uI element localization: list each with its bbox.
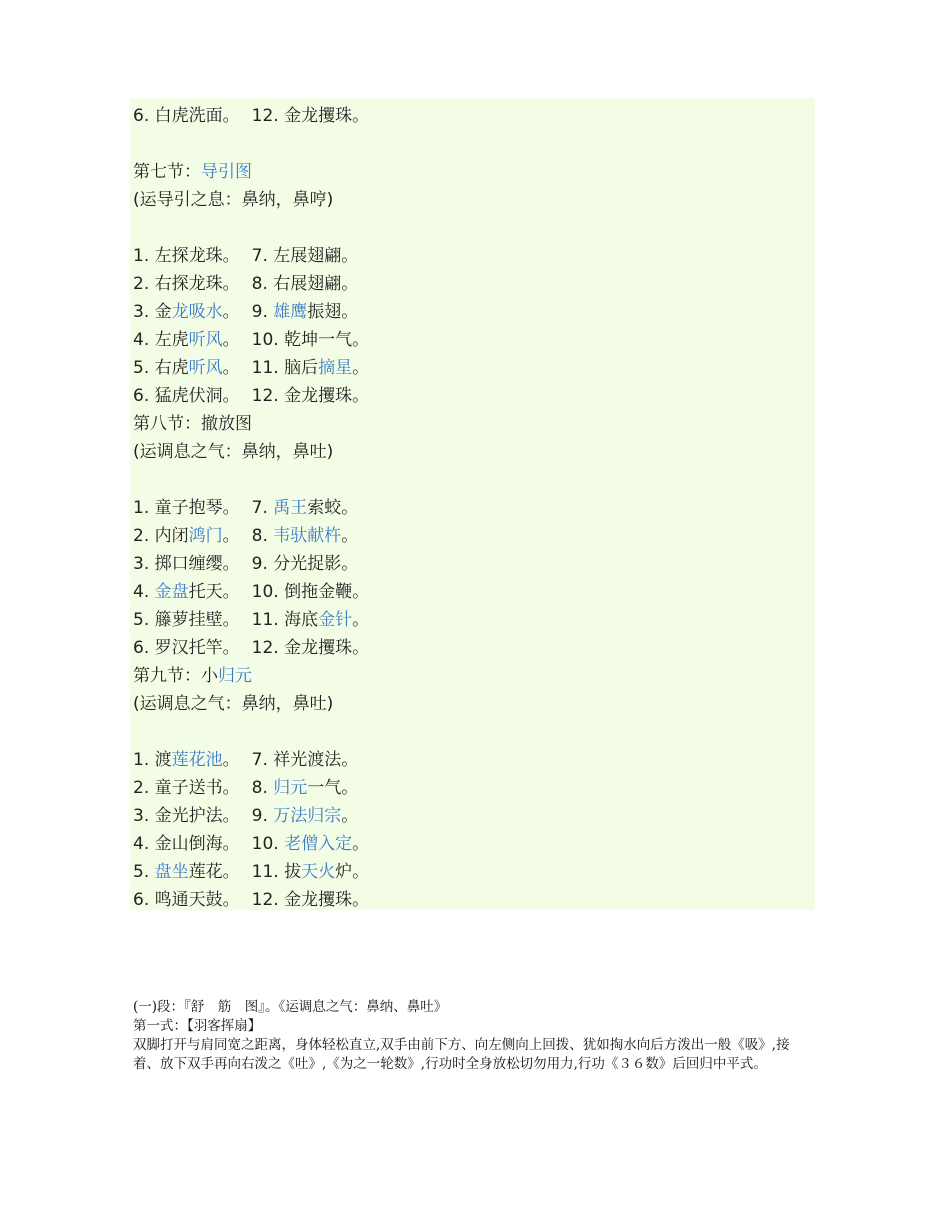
list-line <box>133 102 369 130</box>
list-line <box>133 298 358 326</box>
keyword-link[interactable]: 归元 <box>218 666 252 686</box>
section-description <box>133 998 813 1074</box>
list-text: 莲花。 <box>188 862 240 882</box>
keyword-link[interactable]: 莲花池 <box>171 750 223 770</box>
list-line <box>133 662 252 690</box>
list-line <box>133 578 369 606</box>
list-text: 10. <box>251 834 285 854</box>
list-text: 3. 金 <box>133 302 172 322</box>
list-line <box>133 522 358 550</box>
list-text: 一气。 <box>307 778 359 798</box>
list-text: 索蛟。 <box>307 498 359 518</box>
list-text: 10. 倒拖金鞭。 <box>251 582 370 602</box>
list-text: 3. 掷口缠缨。 <box>133 554 240 574</box>
form-title: 第一式：【羽客挥扇】 <box>133 1018 262 1034</box>
list-line <box>133 382 369 410</box>
list-line <box>133 858 369 886</box>
list-text: 9. <box>251 806 274 826</box>
list-text: 5. 籐萝挂壁。 <box>133 610 240 630</box>
list-line <box>133 634 369 662</box>
list-text: 1. 童子抱琴。 <box>133 498 240 518</box>
keyword-link[interactable]: 听风 <box>188 330 223 350</box>
list-text: 12. 金龙攫珠。 <box>251 890 370 910</box>
list-text: 5. 右虎 <box>133 358 189 378</box>
list-line <box>133 690 333 718</box>
list-text: 炉。 <box>335 862 370 882</box>
list-text: 6. 鸣通天鼓。 <box>133 890 240 910</box>
form-instructions: 双脚打开与肩同宽之距离，身体轻松直立,双手由前下方、向左侧向上回拨、犹如掏水向后方泼出一般《吸》,接着、放下双手再向右泼之《吐》,《为之一轮数》,行功时全身放松切勿用力,行功《３６数》后回归中平式。 <box>133 1037 790 1072</box>
list-text: 7. <box>251 498 274 518</box>
keyword-link[interactable]: 归元 <box>273 778 308 798</box>
list-text: 6. 猛虎伏洞。 <box>133 386 240 406</box>
list-text: 12. 金龙攫珠。 <box>251 638 370 658</box>
keyword-link[interactable]: 盘坐 <box>154 862 189 882</box>
keyword-link[interactable]: 导引图 <box>201 162 252 182</box>
list-text: 。 <box>222 302 240 322</box>
list-text: 12. 金龙攫珠。 <box>251 386 370 406</box>
list-text: 2. 童子送书。 <box>133 778 240 798</box>
list-text: 6. 白虎洗面。 <box>133 106 240 126</box>
list-text: (运调息之气：鼻纳，鼻吐) <box>133 694 334 714</box>
keyword-link[interactable]: 雄鹰 <box>273 302 308 322</box>
list-text: 11. 海底 <box>251 610 319 630</box>
list-line <box>133 606 369 634</box>
list-text: (运调息之气：鼻纳，鼻吐) <box>133 442 334 462</box>
list-text: 。 <box>341 806 359 826</box>
list-text: 托天。 <box>188 582 240 602</box>
keyword-link[interactable]: 万法归宗 <box>273 806 342 826</box>
list-text: 10. 乾坤一气。 <box>251 330 370 350</box>
list-text: 。 <box>341 526 359 546</box>
list-line <box>133 802 358 830</box>
list-text: 11. 脑后 <box>251 358 319 378</box>
list-line <box>133 746 358 774</box>
list-text: 。 <box>352 834 370 854</box>
list-line <box>133 326 369 354</box>
list-line <box>133 354 369 382</box>
keyword-link[interactable]: 听风 <box>188 358 223 378</box>
list-line <box>133 242 358 270</box>
list-text: 第九节：小 <box>133 666 218 686</box>
list-text: 11. 拔 <box>251 862 302 882</box>
list-text: 第七节： <box>133 162 201 182</box>
list-text: 6. 罗汉托竿。 <box>133 638 240 658</box>
list-text: 。 <box>222 330 240 350</box>
list-text: 5. <box>133 862 155 882</box>
list-line <box>133 886 369 914</box>
list-text: 4. 左虎 <box>133 330 189 350</box>
list-line <box>133 830 369 858</box>
keyword-link[interactable]: 老僧入定 <box>284 834 353 854</box>
list-text: 7. 祥光渡法。 <box>251 750 359 770</box>
list-text: 3. 金光护法。 <box>133 806 240 826</box>
list-text: 9. <box>251 302 274 322</box>
keyword-link[interactable]: 金针 <box>318 610 353 630</box>
list-text: 7. 左展翅翩。 <box>251 246 359 266</box>
list-line <box>133 158 252 186</box>
list-text: 8. <box>251 526 274 546</box>
keyword-link[interactable]: 鸿门 <box>188 526 223 546</box>
list-text: 。 <box>222 750 240 770</box>
list-text: 2. 内闭 <box>133 526 189 546</box>
list-text: 1. 渡 <box>133 750 172 770</box>
list-line <box>133 438 333 466</box>
list-text: 4. 金山倒海。 <box>133 834 240 854</box>
list-text: 。 <box>352 610 370 630</box>
list-text: 1. 左探龙珠。 <box>133 246 240 266</box>
keyword-link[interactable]: 禹王 <box>273 498 308 518</box>
list-text: 。 <box>352 358 370 378</box>
keyword-link[interactable]: 金盘 <box>154 582 189 602</box>
list-line <box>133 186 333 214</box>
keyword-link[interactable]: 龙吸水 <box>171 302 223 322</box>
list-text: 8. <box>251 778 274 798</box>
list-text: 8. 右展翅翩。 <box>251 274 359 294</box>
list-line <box>133 270 358 298</box>
list-text: 。 <box>222 358 240 378</box>
list-text: 4. <box>133 582 155 602</box>
list-text: 第八节：撤放图 <box>133 414 252 434</box>
list-line <box>133 550 358 578</box>
keyword-link[interactable]: 韦驮献杵 <box>273 526 342 546</box>
list-line <box>133 410 252 438</box>
keyword-link[interactable]: 摘星 <box>318 358 353 378</box>
section-heading: (一)段：『舒 筋 图』。《运调息之气：鼻纳、鼻吐》 <box>133 999 448 1015</box>
list-text: 振翅。 <box>307 302 359 322</box>
list-text: 。 <box>222 526 240 546</box>
list-text: 12. 金龙攫珠。 <box>251 106 370 126</box>
list-text: 2. 右探龙珠。 <box>133 274 240 294</box>
keyword-link[interactable]: 天火 <box>301 862 336 882</box>
list-line <box>133 494 358 522</box>
list-line <box>133 774 358 802</box>
list-text: (运导引之息：鼻纳，鼻哼) <box>133 190 334 210</box>
list-text: 9. 分光捉影。 <box>251 554 359 574</box>
